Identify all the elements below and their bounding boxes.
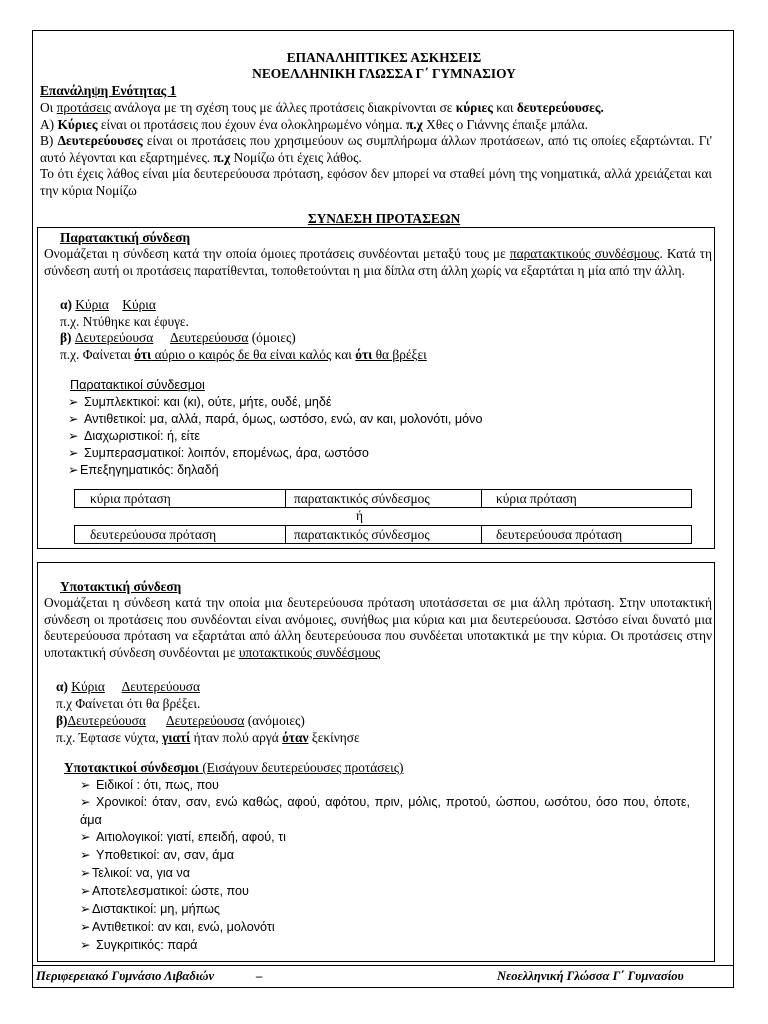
paratactic-list-title: Παρατακτικοί σύνδεσμοι — [70, 378, 205, 392]
intro-paragraph-secondary: Β) Δευτερεύουσες είναι οι προτάσεις που χρησιμεύουν ως συμπλήρωμα άλλων προτάσεων, από τις οποίες εξαρτώνται. Γι' αυτό λέγονται και εξαρτημένες. π.χ Νομίζω ότι έχεις λάθος. — [40, 133, 712, 165]
list-item: ➢Διστακτικοί: μη, μήπως — [80, 902, 221, 916]
intro-line-2: Α) Κύριες είναι οι προτάσεις που έχουν ένα ολοκληρωμένο νόημα. π.χ Χθες ο Γιάννης έπαιξε μπάλα. — [40, 117, 588, 132]
footer-rule — [32, 965, 734, 966]
list-item: ➢ Συγκριτικός: παρά — [80, 938, 198, 952]
arrow-bullet-icon: ➢ — [80, 938, 91, 952]
list-item: ➢ Συμπλεκτικοί: και (κι), ούτε, μήτε, ουδέ, μηδέ — [68, 395, 332, 409]
arrow-bullet-icon: ➢ — [80, 884, 91, 898]
arrow-bullet-icon: ➢ — [80, 920, 91, 934]
intro-line-1: Οι προτάσεις ανάλογα με τη σχέση τους με άλλες προτάσεις διακρίνονται σε κύριες και δευτερεύουσες. — [40, 100, 604, 115]
arrow-bullet-icon: ➢ — [80, 902, 91, 916]
paratactic-example-b: π.χ. Φαίνεται ότι αύριο ο καιρός δε θα είναι καλός και ότι θα βρέξει — [60, 347, 427, 362]
list-item: ➢ Συμπερασματικοί: λοιπόν, επομένως, άρα, ωστόσο — [68, 446, 369, 460]
arrow-bullet-icon: ➢ — [80, 848, 91, 862]
list-item: ➢ Αντιθετικοί: μα, αλλά, παρά, όμως, ωστόσο, ενώ, αν και, μολονότι, μόνο — [68, 412, 483, 426]
table-row — [74, 489, 692, 508]
list-item: ➢ Αιτιολογικοί: γιατί, επειδή, αφού, τι — [80, 830, 286, 844]
paratactic-case-a: α) Κύρια Κύρια — [60, 297, 156, 312]
doc-subtitle: ΝΕΟΕΛΛΗΝΙΚΗ ΓΛΩΣΣΑ Γ΄ ΓΥΜΝΑΣΙΟΥ — [252, 66, 516, 81]
intro-paragraph-example: Το ότι έχεις λάθος είναι μία δευτερεύουσα πρόταση, εφόσον δεν μπορεί να σταθεί μόνη της νοηματικά, αλλά χρειάζεται και την κύρια Νομίζω — [40, 166, 712, 198]
hypotactic-case-b: β)Δευτερεύουσα Δευτερεύουσα (ανόμοιες) — [56, 713, 305, 728]
hypotactic-list-title: Υποτακτικοί σύνδεσμοι (Εισάγουν δευτερεύουσες προτάσεις) — [64, 760, 404, 775]
table-cell: δευτερεύουσα πρόταση — [90, 527, 217, 542]
table-cell: παρατακτικός σύνδεσμος — [285, 490, 481, 507]
arrow-bullet-icon: ➢ — [80, 778, 91, 792]
list-item: ➢Αντιθετικοί: αν και, ενώ, μολονότι — [80, 920, 275, 934]
footer-school: Περιφερειακό Γυμνάσιο Λιβαδιών — [36, 969, 215, 983]
arrow-bullet-icon: ➢ — [68, 463, 79, 477]
paratactic-example-a: π.χ. Ντύθηκε και έφυγε. — [60, 314, 189, 329]
arrow-bullet-icon: ➢ — [68, 395, 79, 409]
table-cell: κύρια πρόταση — [481, 490, 693, 507]
list-item: ➢ Χρονικοί: όταν, σαν, ενώ καθώς, αφού, αφότου, πριν, μόλις, προτού, ώσπου, ωσότου, όσο που, όποτε, άμα — [80, 795, 690, 827]
arrow-bullet-icon: ➢ — [68, 412, 79, 426]
arrow-bullet-icon: ➢ — [68, 446, 79, 460]
list-item: ➢ Διαχωριστικοί: ή, είτε — [68, 429, 201, 443]
intro-heading: Επανάληψη Ενότητας 1 — [40, 83, 177, 98]
table-cell: δευτερεύουσα πρόταση — [481, 526, 693, 543]
hypotactic-definition: Ονομάζεται η σύνδεση κατά την οποία μια δευτερεύουσα πρόταση υποτάσσεται σε μια άλλη πρόταση. Στην υποτακτική σύνδεση οι προτάσεις που συνδέονται είναι ανόμοιες, συνήθως μια κύρια και μια δευτερεύουσα. Ωστόσο είναι δυνατό μια δευτερεύουσα πρόταση να εξαρτάται από άλλη δευτερεύουσα που συνδέεται υποτακτικά με την κύρια. Οι προτάσεις στην υποτακτική σύνδεση συνδέονται με υποτακτικούς συνδέσμους — [44, 595, 712, 660]
arrow-bullet-icon: ➢ — [80, 866, 91, 880]
hypotactic-example-b: π.χ. Έφτασε νύχτα, γιατί ήταν πολύ αργά όταν ξεκίνησε — [56, 730, 360, 745]
list-item: ➢Τελικοί: να, για να — [80, 866, 190, 880]
paratactic-case-b: β) Δευτερεύουσα Δευτερεύουσα (όμοιες) — [60, 330, 296, 345]
list-item: ➢ Ειδικοί : ότι, πως, που — [80, 778, 219, 792]
hypotactic-heading: Υποτακτική σύνδεση — [60, 579, 182, 594]
table-or-label: ή — [356, 508, 364, 523]
footer-dash: – — [256, 969, 263, 983]
list-item: ➢Αποτελεσματικοί: ώστε, που — [80, 884, 249, 898]
list-item: ➢Επεξηγηματικός: δηλαδή — [68, 463, 219, 477]
footer-subject: Νεοελληνική Γλώσσα Γ΄ Γυμνασίου — [497, 969, 684, 983]
table-row — [74, 525, 692, 544]
arrow-bullet-icon: ➢ — [80, 830, 91, 844]
doc-title: ΕΠΑΝΑΛΗΠΤΙΚΕΣ ΑΣΚΗΣΕΙΣ — [286, 50, 482, 65]
hypotactic-case-a: α) Κύρια Δευτερεύουσα — [56, 679, 201, 694]
arrow-bullet-icon: ➢ — [68, 429, 79, 443]
table-cell: κύρια πρόταση — [90, 491, 171, 506]
arrow-bullet-icon: ➢ — [80, 795, 91, 809]
section-title: ΣΥΝΔΕΣΗ ΠΡΟΤΑΣΕΩΝ — [307, 211, 461, 226]
paratactic-heading: Παρατακτική σύνδεση — [60, 230, 191, 245]
hypotactic-example-a: π.χ Φαίνεται ότι θα βρέξει. — [56, 696, 201, 711]
paratactic-definition: Ονομάζεται η σύνδεση κατά την οποία όμοιες προτάσεις συνδέονται μεταξύ τους με παρατακτικούς συνδέσμους. Κατά τη σύνδεση αυτή οι προτάσεις παρατίθενται, τοποθετούνται η μια δίπλα στη άλλη χωρίς να εξαρτάται η μία από την άλλη. — [44, 246, 712, 278]
list-item: ➢ Υποθετικοί: αν, σαν, άμα — [80, 848, 234, 862]
table-cell: παρατακτικός σύνδεσμος — [285, 526, 481, 543]
